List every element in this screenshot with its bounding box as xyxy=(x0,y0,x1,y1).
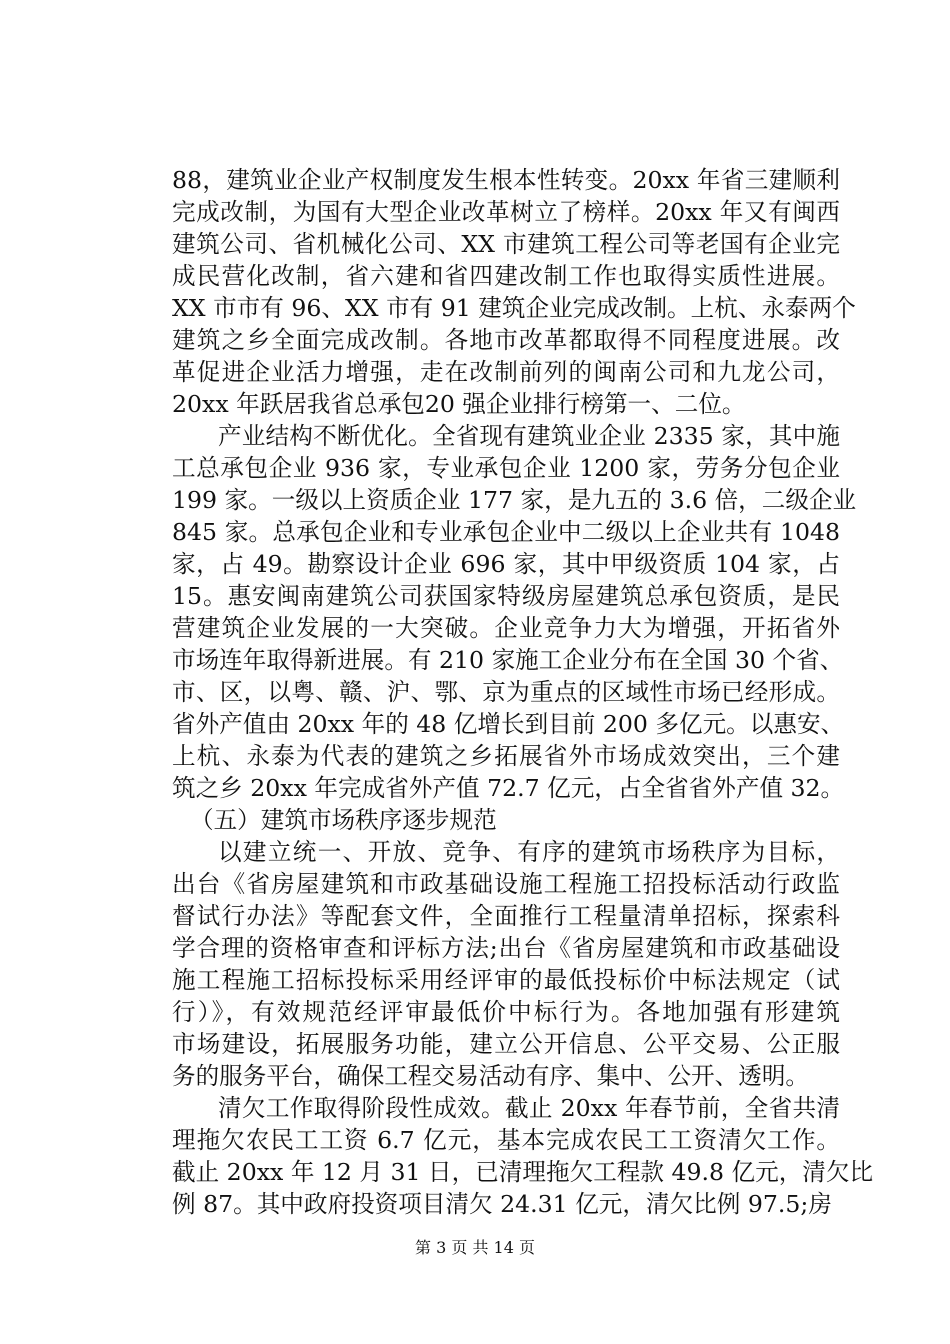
text-line: 市、区，以粤、赣、沪、鄂、京为重点的区域性市场已经形成。 xyxy=(172,678,840,706)
text-line: 市场建设，拓展服务功能，建立公开信息、公平交易、公正服 xyxy=(172,1030,840,1058)
page-footer: 第 3 页 共 14 页 xyxy=(415,1238,535,1257)
text-line: 理拖欠农民工工资 6.7 亿元，基本完成农民工工资清欠工作。 xyxy=(172,1126,840,1154)
text-line: 15。惠安闽南建筑公司获国家特级房屋建筑总承包资质，是民 xyxy=(172,582,840,610)
text-line: 务的服务平台，确保工程交易活动有序、集中、公开、透明。 xyxy=(172,1062,810,1090)
text-line: 产业结构不断优化。全省现有建筑业企业 2335 家，其中施 xyxy=(218,422,840,450)
text-line: 例 87。其中政府投资项目清欠 24.31 亿元，清欠比例 97.5;房 xyxy=(172,1190,832,1218)
text-line: 20xx 年跃居我省总承包20 强企业排行榜第一、二位。 xyxy=(172,390,746,418)
text-line: 建筑之乡全面完成改制。各地市改革都取得不同程度进展。改 xyxy=(172,326,840,354)
text-line: 省外产值由 20xx 年的 48 亿增长到目前 200 多亿元。以惠安、 xyxy=(172,710,845,738)
text-line: 出台《省房屋建筑和市政基础设施工程施工招投标活动行政监 xyxy=(172,870,840,898)
text-line: 营建筑企业发展的一大突破。企业竞争力大为增强，开拓省外 xyxy=(172,614,840,642)
text-line: 施工程施工招标投标采用经评审的最低投标价中标法规定（试 xyxy=(172,966,840,994)
text-line: 革促进企业活力增强，走在改制前列的闽南公司和九龙公司， xyxy=(172,358,840,386)
text-line: 行）》，有效规范经评审最低价中标行为。各地加强有形建筑 xyxy=(172,998,840,1026)
text-line: 工总承包企业 936 家，专业承包企业 1200 家，劳务分包企业 xyxy=(172,454,840,482)
text-line: 成民营化改制，省六建和省四建改制工作也取得实质性进展。 xyxy=(172,262,840,290)
text-line: 199 家。一级以上资质企业 177 家，是九五的 3.6 倍，二级企业 xyxy=(172,486,857,514)
text-line: 市场连年取得新进展。有 210 家施工企业分布在全国 30 个省、 xyxy=(172,646,844,674)
text-line: 截止 20xx 年 12 月 31 日，已清理拖欠工程款 49.8 亿元，清欠比 xyxy=(172,1158,874,1186)
text-line: 上杭、永泰为代表的建筑之乡拓展省外市场成效突出，三个建 xyxy=(172,742,840,770)
text-line: 筑之乡 20xx 年完成省外产值 72.7 亿元，占全省省外产值 32。 xyxy=(172,774,845,802)
text-line: 完成改制，为国有大型企业改革树立了榜样。20xx 年又有闽西 xyxy=(172,198,840,226)
text-line: 学合理的资格审查和评标方法;出台《省房屋建筑和市政基础设 xyxy=(172,934,840,962)
text-line: 清欠工作取得阶段性成效。截止 20xx 年春节前，全省共清 xyxy=(218,1094,840,1122)
document-body xyxy=(172,164,874,1220)
text-line: 督试行办法》等配套文件，全面推行工程量清单招标，探索科 xyxy=(172,902,840,930)
text-line: 845 家。总承包企业和专业承包企业中二级以上企业共有 1048 xyxy=(172,518,840,546)
text-line: 建筑公司、省机械化公司、XX 市建筑工程公司等老国有企业完 xyxy=(172,230,840,258)
text-line: XX 市市有 96、XX 市有 91 建筑企业完成改制。上杭、永泰两个 xyxy=(172,294,856,322)
section-heading: （五）建筑市场秩序逐步规范 xyxy=(190,806,497,834)
text-line: 家，占 49。勘察设计企业 696 家，其中甲级资质 104 家，占 xyxy=(172,550,840,578)
text-line: 以建立统一、开放、竞争、有序的建筑市场秩序为目标， xyxy=(218,838,840,866)
text-line: 88，建筑业企业产权制度发生根本性转变。20xx 年省三建顺利 xyxy=(172,166,840,194)
